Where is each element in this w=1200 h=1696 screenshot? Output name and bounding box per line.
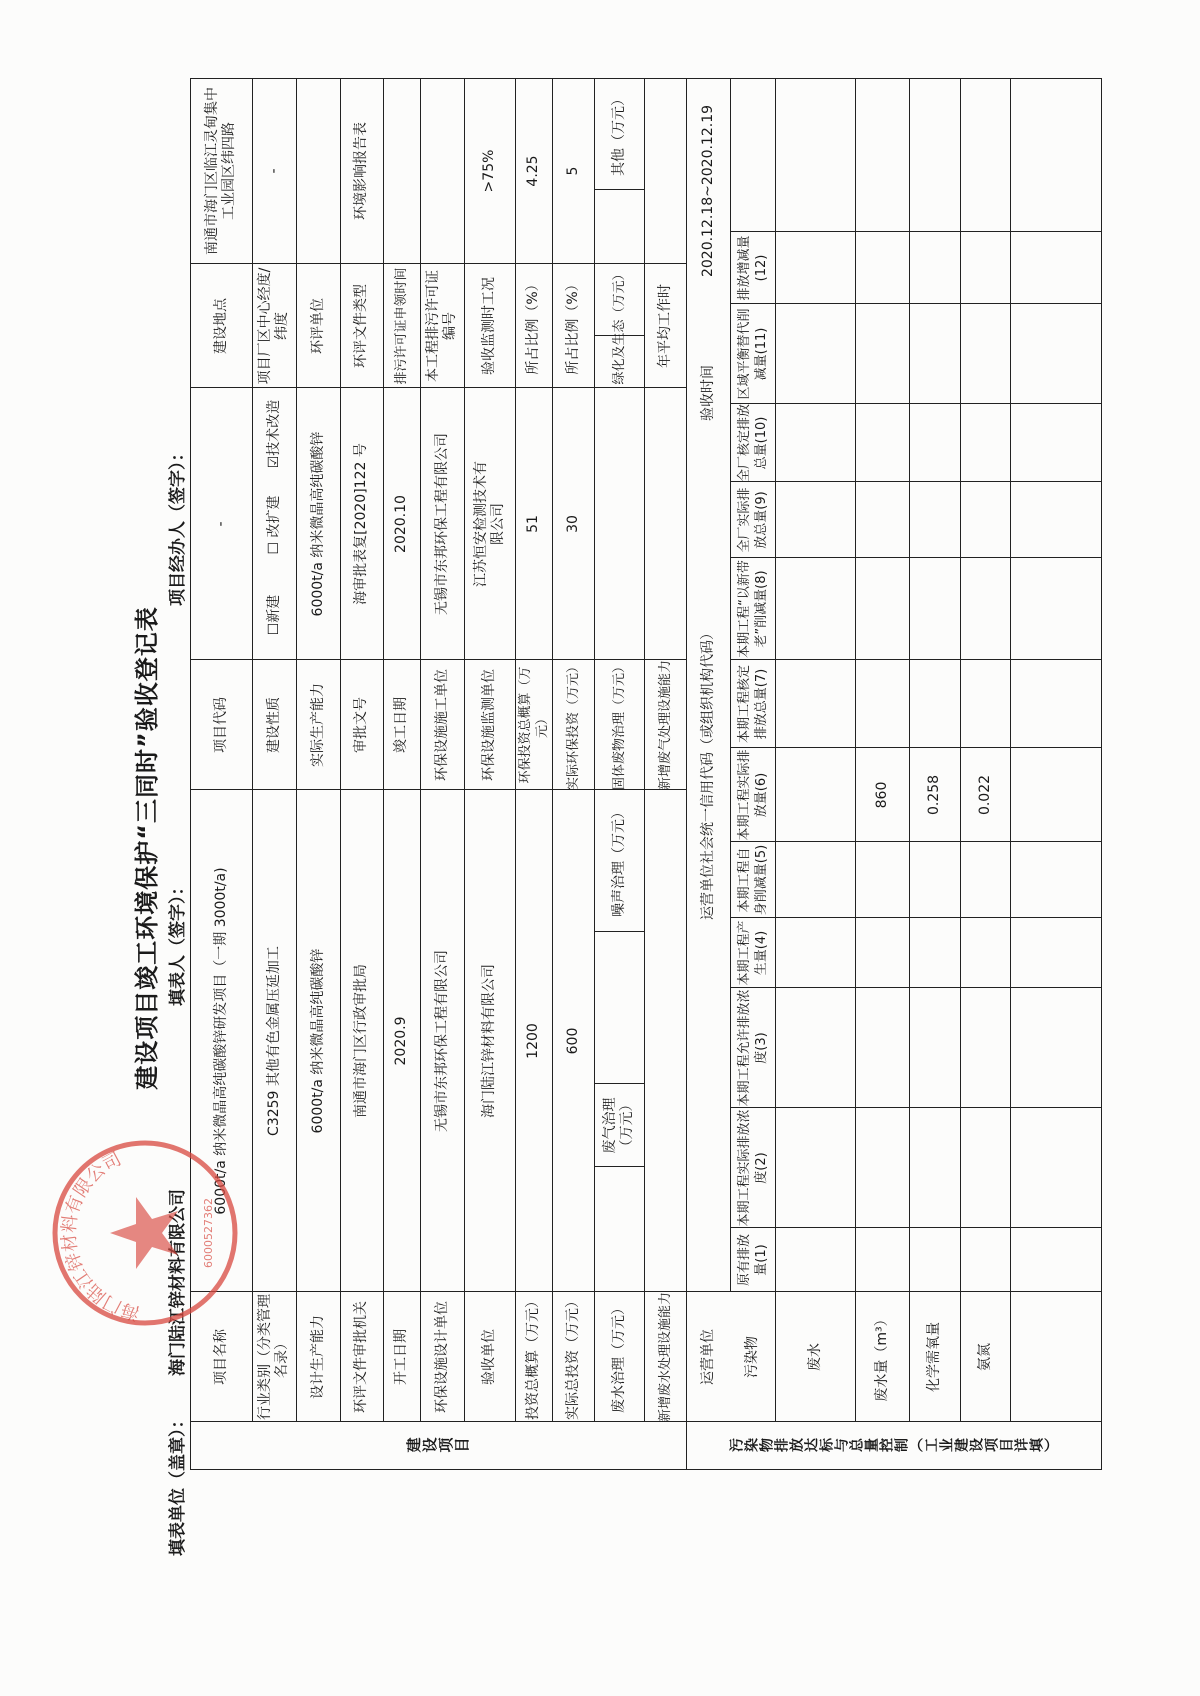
pollutant-header-12: 排放增减量(12) xyxy=(736,235,769,301)
fill-unit-label: 填表单位（盖章）： xyxy=(167,1411,188,1556)
section-project-label: 建设项目 xyxy=(406,1436,470,1455)
value-actual-env-invest: 30 xyxy=(564,515,581,533)
label-industry: 行业类别（分类管理名录） xyxy=(257,1294,290,1420)
pollutant-header-5: 本期工程自身削减量(5) xyxy=(736,844,769,916)
label-ratio1: 所占比例（%） xyxy=(525,277,541,375)
label-permit-date: 排污许可证申领时间 xyxy=(394,267,409,385)
label-design-unit: 环保设施设计单位 xyxy=(433,1301,450,1413)
svg-text:6000527362: 6000527362 xyxy=(202,1198,215,1268)
label-accept-time: 验收时间 xyxy=(699,365,716,421)
label-invest-total: 投资总概算（万元） xyxy=(525,1294,541,1420)
label-accept-unit: 验收单位 xyxy=(481,1329,497,1385)
value-construct-unit: 无锡市东邦环保工程有限公司 xyxy=(433,433,450,615)
pollutant-header-2: 本期工程实际排放浓度(2) xyxy=(736,1109,769,1227)
value-monitor-condition: >75% xyxy=(481,149,497,193)
value-location: 南通市海门区临江灵甸集中工业园区纬四路 xyxy=(204,87,237,255)
nature-option-new: ☐新建 xyxy=(265,594,282,636)
value-coords: - xyxy=(265,168,282,174)
pollutant-row-3-name: 氨氮 xyxy=(976,1343,993,1371)
label-operator: 运营单位 xyxy=(699,1329,716,1385)
pollutant-header-name: 污染物 xyxy=(744,1336,760,1378)
label-approval-no: 审批文号 xyxy=(353,697,369,753)
label-nature: 建设性质 xyxy=(265,697,282,753)
pollutant-row-1-name: 废水量（m³） xyxy=(873,1312,890,1402)
pollutant-header-4: 本期工程产生量(4) xyxy=(736,920,769,986)
label-actual-invest: 实际总投资（万元） xyxy=(564,1294,581,1420)
pollutant-header-11: 区域平衡替代削减量(11) xyxy=(736,308,769,400)
label-project-code: 项目代码 xyxy=(212,697,229,753)
value-ratio2: 5 xyxy=(564,166,581,176)
label-monitor-condition: 验收监测时工况 xyxy=(481,277,497,375)
label-solid-treatment: 固体废物治理（万元） xyxy=(611,660,627,790)
value-env-invest-total: 51 xyxy=(525,515,541,533)
pollutant-row-0-v6 xyxy=(775,748,855,842)
label-permit-no: 本工程排污许可证编号 xyxy=(425,270,458,382)
pollutant-header-8: 本期工程“以新带老”削减量(8) xyxy=(736,560,769,658)
pollutant-header-6: 本期工程实际排放量(6) xyxy=(736,749,769,841)
label-design-capacity: 设计生产能力 xyxy=(309,1315,326,1399)
label-gas-capacity: 新增废气处理设施能力 xyxy=(657,660,673,790)
label-env-invest-total: 环保投资总概算（万元） xyxy=(517,666,550,784)
label-green: 绿化及生态（万元） xyxy=(611,267,627,385)
label-water-treatment: 废水治理（万元） xyxy=(610,1301,627,1413)
value-approval-org: 南通市海门区行政审批局 xyxy=(353,964,369,1118)
section-pollutant-label: 污染物排放达标与总量控制（工业建设项目详填） xyxy=(729,1438,1059,1454)
company-seal-icon xyxy=(40,1128,250,1338)
pollutant-header-10: 全厂核定排放总量(10) xyxy=(736,404,769,482)
value-permit-date xyxy=(383,78,420,264)
value-accept-unit: 海门陆江锌材料有限公司 xyxy=(481,964,497,1118)
pollutant-header-7: 本期工程核定排放总量(7) xyxy=(736,665,769,744)
nature-option-expand: ☐ 改扩建 xyxy=(265,495,282,555)
label-gas-treatment: 废气治理（万元） xyxy=(602,1097,635,1154)
value-invest-total: 1200 xyxy=(525,1023,541,1059)
label-noise-treatment: 噪声治理（万元） xyxy=(610,805,627,917)
pollutant-row-0-name: 废水 xyxy=(806,1343,823,1371)
value-actual-capacity: 6000t/a 纳米微晶高纯碳酸锌 xyxy=(309,431,326,617)
pollutant-row-2-name: 化学需氧量 xyxy=(926,1322,942,1392)
value-ratio1: 4.25 xyxy=(525,155,541,187)
fill-unit-value: 海门陆江锌材料有限公司 xyxy=(167,1189,188,1376)
label-other: 其他（万元） xyxy=(610,92,627,176)
label-monitor-unit: 环保设施监测单位 xyxy=(481,669,497,781)
label-construct-unit: 环保设施施工单位 xyxy=(433,669,450,781)
value-completion-date: 2020.10 xyxy=(393,495,409,553)
value-start-date: 2020.9 xyxy=(393,1016,409,1066)
label-location: 建设地点 xyxy=(212,298,229,354)
label-water-capacity: 新增废水处理设施能力 xyxy=(657,1292,673,1422)
label-ratio2: 所占比例（%） xyxy=(564,277,581,375)
value-design-capacity: 6000t/a 纳米微晶高纯碳酸锌 xyxy=(309,948,326,1134)
value-permit-no xyxy=(420,78,464,264)
value-eia-unit xyxy=(296,78,340,264)
value-monitor-unit: 江苏恒安检测技术有限公司 xyxy=(472,461,506,587)
pollutant-row-2-v6: 0.258 xyxy=(926,774,942,816)
label-eia-doc-type: 环评文件类型 xyxy=(353,284,369,368)
value-design-unit: 无锡市东邦环保工程有限公司 xyxy=(433,950,450,1132)
form-title: 建设项目竣工环境保护“三同时”验收登记表 xyxy=(132,606,161,1090)
value-eia-doc-type: 环境影响报告表 xyxy=(353,122,369,220)
value-approval-no: 海审批表复[2020]122 号 xyxy=(353,443,369,605)
label-work-hours: 年平均工作时 xyxy=(656,284,673,368)
label-start-date: 开工日期 xyxy=(393,1329,409,1385)
label-completion-date: 竣工日期 xyxy=(393,697,409,753)
label-actual-env-invest: 实际环保投资（万元） xyxy=(565,660,581,790)
pollutant-header-1: 原有排放量(1) xyxy=(736,1234,769,1287)
value-accept-time: 2020.12.18~2020.12.19 xyxy=(699,104,716,278)
nature-option-tech: ☑技术改造 xyxy=(265,399,282,469)
pollutant-header-9: 全厂实际排放总量(9) xyxy=(736,487,769,553)
pollutant-header-3: 本期工程允许排放浓度(3) xyxy=(736,989,769,1107)
label-project-name: 项目名称 xyxy=(212,1329,229,1385)
label-eia-unit: 环评单位 xyxy=(309,298,326,354)
svg-text:海门陆江锌材料有限公司: 海门陆江锌材料有限公司 xyxy=(58,1148,142,1324)
manager-label: 项目经办人（签字）： xyxy=(167,444,188,606)
label-coords: 项目厂区中心经度/纬度 xyxy=(257,267,290,385)
value-project-code: - xyxy=(212,521,229,527)
filler-label: 填表人（签字）： xyxy=(167,878,188,1006)
value-project-name: 6000t/a 纳米微晶高纯碳酸锌研发项目（一期 3000t/a) xyxy=(212,867,229,1215)
value-industry: C3259 其他有色金属压延加工 xyxy=(265,946,282,1136)
pollutant-row-3-v6: 0.022 xyxy=(976,774,993,816)
label-actual-capacity: 实际生产能力 xyxy=(309,683,326,767)
value-actual-invest: 600 xyxy=(564,1027,581,1055)
label-approval-org: 环评文件审批机关 xyxy=(353,1301,369,1413)
pollutant-row-1-v6: 860 xyxy=(873,781,890,809)
label-credit-code: 运营单位社会统一信用代码（或组织机构代码） xyxy=(699,626,716,920)
